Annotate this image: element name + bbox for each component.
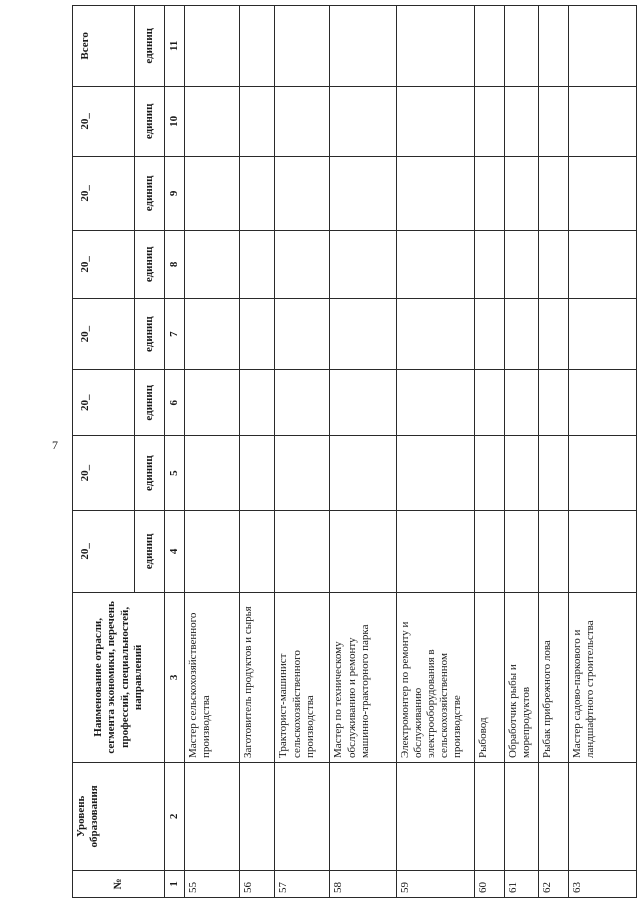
value-cell bbox=[538, 511, 568, 593]
row-level bbox=[275, 762, 330, 870]
value-cell bbox=[330, 436, 396, 511]
table-row bbox=[396, 6, 474, 898]
value-cell bbox=[568, 6, 636, 87]
table-row bbox=[275, 6, 330, 898]
value-cell bbox=[240, 511, 275, 593]
value-cell bbox=[474, 370, 504, 436]
row-level bbox=[474, 762, 504, 870]
value-cell bbox=[185, 511, 240, 593]
column-number: 3 bbox=[165, 592, 185, 762]
table-row bbox=[538, 6, 568, 898]
row-name: Мастер сельскохозяйственного производства bbox=[185, 592, 240, 762]
row-name: Электромонтер по ремонту и обслуживанию электрооборудования в сельскохозяйственном производстве bbox=[396, 592, 474, 762]
header-year: 20_ bbox=[73, 370, 135, 436]
value-cell bbox=[396, 298, 474, 369]
value-cell bbox=[275, 370, 330, 436]
value-cell bbox=[330, 6, 396, 87]
rotated-table-container bbox=[72, 5, 637, 898]
header-unit: единиц bbox=[135, 6, 165, 87]
header-unit: единиц bbox=[135, 511, 165, 593]
value-cell bbox=[538, 370, 568, 436]
value-cell bbox=[568, 436, 636, 511]
header-name: Наименование отрасли, сегмента экономики, перечень профессий, специальностей, направлений bbox=[73, 592, 165, 762]
row-level bbox=[538, 762, 568, 870]
row-num: 62 bbox=[538, 870, 568, 897]
value-cell bbox=[330, 86, 396, 156]
value-cell bbox=[275, 230, 330, 298]
value-cell bbox=[240, 157, 275, 231]
value-cell bbox=[538, 298, 568, 369]
value-cell bbox=[504, 157, 538, 231]
value-cell bbox=[275, 298, 330, 369]
page-number: 7 bbox=[52, 438, 58, 452]
value-cell bbox=[185, 370, 240, 436]
value-cell bbox=[275, 436, 330, 511]
value-cell bbox=[240, 86, 275, 156]
value-cell bbox=[275, 6, 330, 87]
value-cell bbox=[538, 6, 568, 87]
value-cell bbox=[185, 298, 240, 369]
value-cell bbox=[330, 298, 396, 369]
value-cell bbox=[275, 157, 330, 231]
header-year: 20_ bbox=[73, 157, 135, 231]
row-level bbox=[240, 762, 275, 870]
value-cell bbox=[568, 86, 636, 156]
table-box bbox=[72, 5, 637, 898]
value-cell bbox=[504, 86, 538, 156]
value-cell bbox=[275, 511, 330, 593]
value-cell bbox=[396, 436, 474, 511]
value-cell bbox=[568, 511, 636, 593]
header-unit: единиц bbox=[135, 86, 165, 156]
header-unit: единиц bbox=[135, 157, 165, 231]
header-unit: единиц bbox=[135, 230, 165, 298]
value-cell bbox=[240, 298, 275, 369]
value-cell bbox=[396, 86, 474, 156]
value-cell bbox=[185, 436, 240, 511]
row-name: Мастер садово-паркового и ландшафтного строительства bbox=[568, 592, 636, 762]
value-cell bbox=[330, 157, 396, 231]
column-number: 4 bbox=[165, 511, 185, 593]
value-cell bbox=[568, 298, 636, 369]
value-cell bbox=[396, 370, 474, 436]
row-level bbox=[568, 762, 636, 870]
value-cell bbox=[538, 436, 568, 511]
header-year: 20_ bbox=[73, 298, 135, 369]
value-cell bbox=[396, 157, 474, 231]
row-name: Мастер по техническому обслуживанию и ремонту машинно-тракторного парка bbox=[330, 592, 396, 762]
header-year: 20_ bbox=[73, 230, 135, 298]
value-cell bbox=[275, 86, 330, 156]
value-cell bbox=[504, 436, 538, 511]
header-num: № bbox=[73, 870, 165, 897]
row-num: 55 bbox=[185, 870, 240, 897]
value-cell bbox=[185, 157, 240, 231]
value-cell bbox=[568, 370, 636, 436]
column-number: 8 bbox=[165, 230, 185, 298]
column-number: 10 bbox=[165, 86, 185, 156]
row-name: Обработчик рыбы и морепродуктов bbox=[504, 592, 538, 762]
value-cell bbox=[240, 6, 275, 87]
row-num: 58 bbox=[330, 870, 396, 897]
column-number: 1 bbox=[165, 870, 185, 897]
value-cell bbox=[504, 511, 538, 593]
column-number: 11 bbox=[165, 6, 185, 87]
value-cell bbox=[568, 157, 636, 231]
header-level: Уровень образования bbox=[73, 762, 165, 870]
row-level bbox=[396, 762, 474, 870]
value-cell bbox=[504, 6, 538, 87]
header-unit: единиц bbox=[135, 298, 165, 369]
column-number: 5 bbox=[165, 436, 185, 511]
value-cell bbox=[474, 86, 504, 156]
row-level bbox=[504, 762, 538, 870]
value-cell bbox=[240, 370, 275, 436]
value-cell bbox=[330, 511, 396, 593]
column-number: 7 bbox=[165, 298, 185, 369]
table-row bbox=[330, 6, 396, 898]
header-unit: единиц bbox=[135, 370, 165, 436]
row-num: 60 bbox=[474, 870, 504, 897]
value-cell bbox=[396, 511, 474, 593]
value-cell bbox=[504, 230, 538, 298]
value-cell bbox=[185, 230, 240, 298]
value-cell bbox=[474, 511, 504, 593]
row-num: 56 bbox=[240, 870, 275, 897]
row-name: Рыбак прибрежного лова bbox=[538, 592, 568, 762]
row-num: 63 bbox=[568, 870, 636, 897]
column-number: 9 bbox=[165, 157, 185, 231]
column-number: 2 bbox=[165, 762, 185, 870]
value-cell bbox=[396, 6, 474, 87]
row-name: Заготовитель продуктов и сырья bbox=[240, 592, 275, 762]
value-cell bbox=[474, 6, 504, 87]
forecast-table bbox=[72, 5, 637, 898]
value-cell bbox=[474, 436, 504, 511]
value-cell bbox=[396, 230, 474, 298]
value-cell bbox=[240, 436, 275, 511]
row-num: 57 bbox=[275, 870, 330, 897]
table-row bbox=[185, 6, 240, 898]
value-cell bbox=[185, 6, 240, 87]
value-cell bbox=[568, 230, 636, 298]
value-cell bbox=[330, 230, 396, 298]
value-cell bbox=[474, 298, 504, 369]
row-name: Рыбовод bbox=[474, 592, 504, 762]
value-cell bbox=[474, 157, 504, 231]
header-year: 20_ bbox=[73, 86, 135, 156]
row-level bbox=[330, 762, 396, 870]
header-total: Всего bbox=[73, 6, 135, 87]
value-cell bbox=[538, 157, 568, 231]
value-cell bbox=[504, 370, 538, 436]
value-cell bbox=[185, 86, 240, 156]
value-cell bbox=[538, 230, 568, 298]
header-unit: единиц bbox=[135, 436, 165, 511]
value-cell bbox=[538, 86, 568, 156]
row-num: 59 bbox=[396, 870, 474, 897]
row-level bbox=[185, 762, 240, 870]
table-row bbox=[568, 6, 636, 898]
column-number: 6 bbox=[165, 370, 185, 436]
table-row bbox=[240, 6, 275, 898]
value-cell bbox=[474, 230, 504, 298]
value-cell bbox=[504, 298, 538, 369]
header-year: 20_ bbox=[73, 511, 135, 593]
table-row bbox=[504, 6, 538, 898]
table-row bbox=[474, 6, 504, 898]
header-year: 20_ bbox=[73, 436, 135, 511]
value-cell bbox=[240, 230, 275, 298]
column-number-row bbox=[165, 6, 185, 898]
value-cell bbox=[330, 370, 396, 436]
row-name: Тракторист-машинист сельскохозяйственного производства bbox=[275, 592, 330, 762]
row-num: 61 bbox=[504, 870, 538, 897]
